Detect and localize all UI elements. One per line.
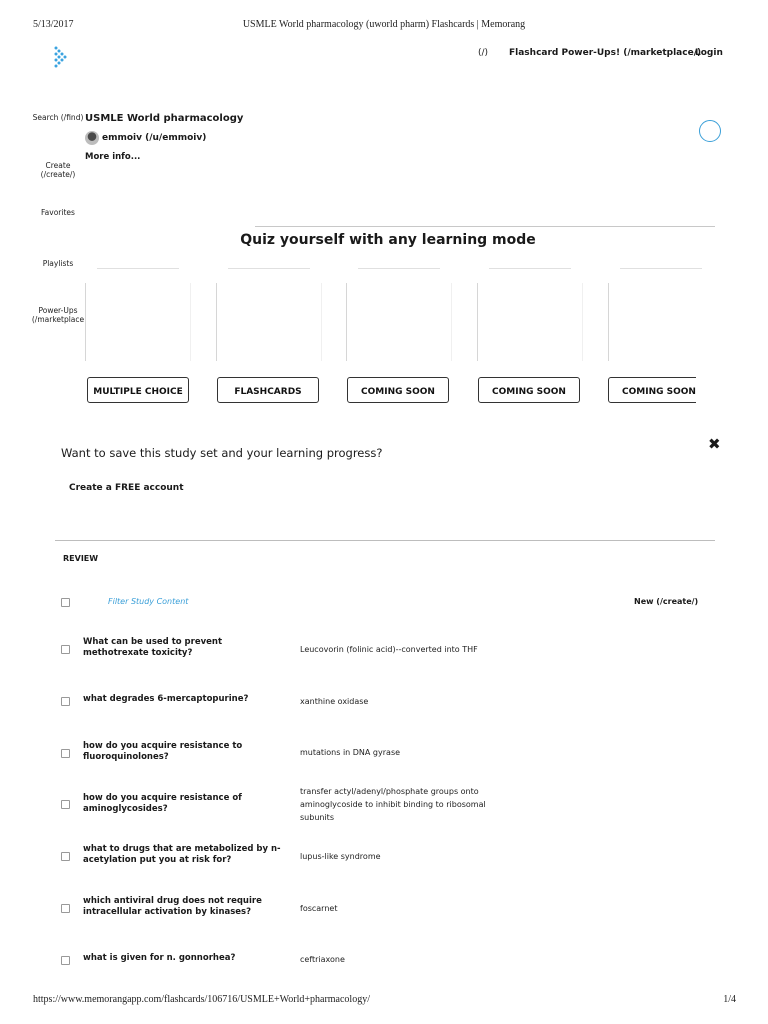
- mode-indicator: [489, 268, 571, 269]
- nav-powerups-link[interactable]: Flashcard Power-Ups! (/marketplace/): [509, 48, 702, 58]
- mode-indicator: [620, 268, 702, 269]
- coming-soon-button[interactable]: COMING SOON: [478, 377, 580, 403]
- card-question: how do you acquire resistance of aminoglycosides?: [83, 793, 242, 814]
- card-question: how do you acquire resistance to fluoroquinolones?: [83, 741, 243, 762]
- print-date: 5/13/2017: [33, 19, 74, 30]
- new-card-link[interactable]: New (/create/): [634, 597, 699, 606]
- coming-soon-button[interactable]: COMING SOON: [347, 377, 449, 403]
- card-question: what to drugs that are metabolized by n-acetylation put you at risk for?: [83, 844, 281, 865]
- card-answer: transfer actyl/adenyl/phosphate groups onto aminoglycoside to inhibit binding to ribosomal subunits: [300, 787, 486, 822]
- mode-indicator: [97, 268, 179, 269]
- mode-card-flashcards[interactable]: [216, 283, 322, 361]
- card-checkbox[interactable]: [61, 956, 70, 965]
- card-answer: ceftriaxone: [300, 955, 345, 964]
- sidebar-item-search[interactable]: Search (/find): [32, 113, 84, 122]
- nav-home-link[interactable]: (/): [478, 48, 489, 58]
- select-all-checkbox[interactable]: [61, 598, 70, 607]
- card-question: what is given for n. gonnorhea?: [83, 953, 236, 963]
- sidebar-item-favorites[interactable]: Favorites: [41, 208, 75, 217]
- mode-card-coming-soon: [608, 283, 695, 361]
- card-checkbox[interactable]: [61, 904, 70, 913]
- mode-card-coming-soon: [346, 283, 452, 361]
- create-account-link[interactable]: Create a FREE account: [69, 483, 184, 493]
- author-name: emmoiv (/u/emmoiv): [102, 133, 207, 143]
- card-checkbox[interactable]: [61, 645, 70, 654]
- nav-login-link[interactable]: Login: [695, 48, 723, 58]
- coming-soon-button[interactable]: COMING SOON: [608, 377, 696, 403]
- mode-card-coming-soon: [477, 283, 583, 361]
- print-url: https://www.memorangapp.com/flashcards/106716/USMLE+World+pharmacology/: [33, 994, 370, 1005]
- close-icon[interactable]: ✖: [708, 435, 721, 453]
- filter-study-content-link[interactable]: Filter Study Content: [108, 597, 189, 606]
- card-checkbox[interactable]: [61, 697, 70, 706]
- divider: [55, 540, 715, 541]
- more-info-link[interactable]: More info...: [85, 152, 141, 162]
- review-heading: REVIEW: [63, 554, 99, 563]
- card-answer: mutations in DNA gyrase: [300, 748, 401, 757]
- sidebar-item-playlists[interactable]: Playlists: [42, 259, 74, 268]
- memorang-logo-icon[interactable]: [54, 46, 70, 70]
- flashcards-button[interactable]: FLASHCARDS: [217, 377, 319, 403]
- card-answer: xanthine oxidase: [300, 697, 369, 706]
- sidebar-item-create[interactable]: Create (/create/): [40, 161, 76, 179]
- author-link[interactable]: [85, 131, 206, 145]
- card-answer: foscarnet: [300, 904, 338, 913]
- avatar: [85, 131, 99, 145]
- card-question: What can be used to prevent methotrexate toxicity?: [83, 637, 223, 658]
- multiple-choice-button[interactable]: MULTIPLE CHOICE: [87, 377, 189, 403]
- mode-button-row: [0, 370, 696, 410]
- mode-indicator: [228, 268, 310, 269]
- card-checkbox[interactable]: [61, 800, 70, 809]
- set-title: USMLE World pharmacology: [85, 113, 244, 124]
- divider: [255, 226, 715, 227]
- quiz-title: Quiz yourself with any learning mode: [240, 232, 536, 248]
- save-prompt-text: Want to save this study set and your learning progress?: [61, 446, 383, 460]
- card-question: which antiviral drug does not require intracellular activation by kinases?: [83, 896, 262, 917]
- card-answer: lupus-like syndrome: [300, 852, 381, 861]
- mode-card-multiple-choice[interactable]: [85, 283, 191, 361]
- card-checkbox[interactable]: [61, 749, 70, 758]
- card-question: what degrades 6-mercaptopurine?: [83, 694, 249, 704]
- print-page-title: USMLE World pharmacology (uworld pharm) Flashcards | Memorang: [242, 19, 526, 30]
- mode-indicator: [358, 268, 440, 269]
- progress-circle-button[interactable]: [699, 120, 721, 142]
- sidebar-item-powerups[interactable]: Power-Ups (/marketplace: [31, 306, 85, 324]
- print-page-number: 1/4: [723, 994, 736, 1005]
- card-answer: Leucovorin (folinic acid)--converted into THF: [300, 645, 478, 654]
- card-checkbox[interactable]: [61, 852, 70, 861]
